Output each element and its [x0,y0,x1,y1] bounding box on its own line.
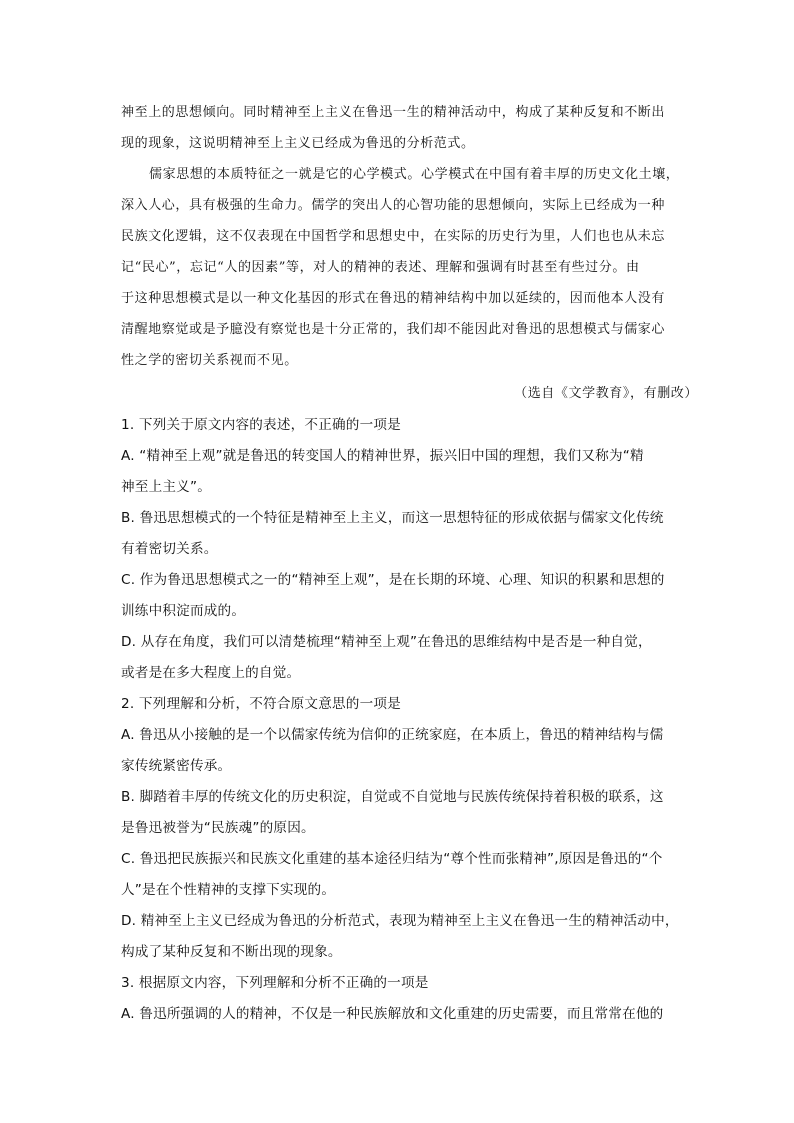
passage-line: 现的现象，这说明精神至上主义已经成为鲁迅的分析范式。 [121,136,475,151]
question-1-option-b-cont: 有着密切关系。 [121,541,218,557]
question-2-option-c-cont: 人”是在个性精神的支撑下实现的。 [121,882,336,898]
passage-line: 儒家思想的本质特征之一就是它的心学模式。心学模式在中国有着丰厚的历史文化土壤， [149,167,680,182]
passage-line: 记“民心”，忘记“人的因素”等，对人的精神的表述、理解和强调有时甚至有些过分。由 [121,260,640,275]
question-1-option-b: B. 鲁迅思想模式的一个特征是精神至上主义，而这一思想特征的形成依据与儒家文化传统 [121,510,664,526]
question-2-stem: 2. 下列理解和分析，不符合原文意思的一项是 [121,696,401,712]
question-1-option-a: A. “精神至上观”就是鲁迅的转变国人的精神世界，振兴旧中国的理想，我们又称为“精 [121,448,644,464]
question-3-option-a: A. 鲁迅所强调的人的精神，不仅是一种民族解放和文化重建的历史需要，而且常常在他的 [121,1006,664,1022]
passage-line: 深入人心，具有极强的生命力。儒学的突出人的心智功能的思想倾向，实际上已经成为一种 [121,198,666,213]
source-citation: （选自《文学教育》，有删改） [514,386,698,401]
question-1-option-d-cont: 或者是在多大程度上的自觉。 [121,665,301,681]
question-1-option-a-cont: 神至上主义”。 [121,479,212,495]
question-2-option-d-cont: 构成了某种反复和不断出现的现象。 [121,944,342,960]
passage-line: 民族文化逻辑，这不仅表现在中国哲学和思想史中，在实际的历史行为里，人们也也从未忘 [121,229,666,244]
question-2-option-a: A. 鲁迅从小接触的是一个以儒家传统为信仰的正统家庭，在本质上，鲁迅的精神结构与儒 [121,727,664,743]
passage-line: 清醒地察觉或是予臆没有察觉也是十分正常的，我们却不能因此对鲁迅的思想模式与儒家心 [121,322,666,337]
question-1-option-c-cont: 训练中积淀而成的。 [121,603,246,619]
passage-line: 于这种思想模式是以一种文化基因的形式在鲁迅的精神结构中加以延续的，因而他本人没有 [121,291,666,306]
question-1-option-c: C. 作为鲁迅思想模式之一的“精神至上观”，是在长期的环境、心理、知识的积累和思想的 [121,572,665,588]
question-2-option-a-cont: 家传统紧密传承。 [121,758,232,774]
passage-line: 性之学的密切关系视而不见。 [121,353,298,368]
question-2-option-c: C. 鲁迅把民族振兴和民族文化重建的基本途径归结为“尊个性而张精神”,原因是鲁迅的“个 [121,851,663,867]
question-2-option-b: B. 脚踏着丰厚的传统文化的历史积淀，自觉或不自觉地与民族传统保持着积极的联系，这 [121,789,664,805]
question-2-option-d: D. 精神至上主义已经成为鲁迅的分析范式，表现为精神至上主义在鲁迅一生的精神活动中， [121,913,679,929]
question-1-stem: 1. 下列关于原文内容的表述，不正确的一项是 [121,417,401,433]
passage-line: 神至上的思想倾向。同时精神至上主义在鲁迅一生的精神活动中，构成了某种反复和不断出 [121,105,666,120]
question-2-option-b-cont: 是鲁迅被誉为“民族魂”的原因。 [121,820,315,836]
question-1-option-d: D. 从存在角度，我们可以清楚梳理“精神至上观”在鲁迅的思维结构中是否是一种自觉， [121,634,652,650]
question-3-stem: 3. 根据原文内容，下列理解和分析不正确的一项是 [121,975,429,991]
